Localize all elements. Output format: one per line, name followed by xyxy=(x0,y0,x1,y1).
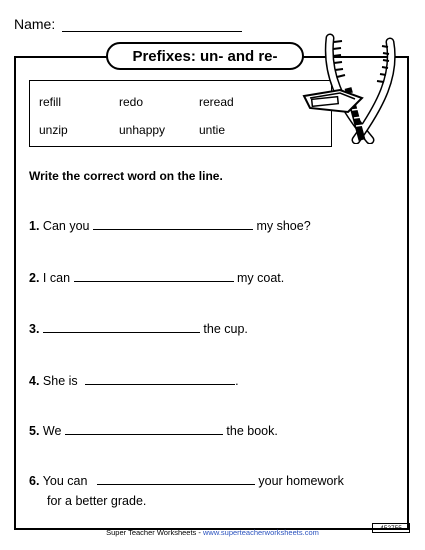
answer-blank[interactable] xyxy=(93,228,253,230)
answer-blank[interactable] xyxy=(43,331,200,333)
question-text: my shoe? xyxy=(256,219,311,233)
question-number: 2. xyxy=(29,271,40,285)
question-text: I can xyxy=(42,271,71,285)
word-bank-item: untie xyxy=(199,123,226,137)
word-bank-item: reread xyxy=(199,95,234,109)
question-text: the cup. xyxy=(203,322,248,336)
question-3 xyxy=(29,322,248,336)
footer-brand: Super Teacher Worksheets xyxy=(106,528,197,537)
footer-separator: - xyxy=(198,528,201,537)
word-bank-item: refill xyxy=(39,95,62,109)
footer xyxy=(0,528,425,537)
question-text: Can you xyxy=(42,219,90,233)
question-number: 5. xyxy=(29,424,40,438)
question-1 xyxy=(29,219,311,233)
question-text: your homework xyxy=(258,474,344,488)
zipper-icon xyxy=(300,32,408,144)
word-bank-item: unhappy xyxy=(119,123,166,137)
question-number: 3. xyxy=(29,322,40,336)
question-text: You can xyxy=(42,474,88,488)
name-label: Name: xyxy=(14,16,56,32)
word-bank xyxy=(29,80,332,147)
question-4 xyxy=(29,374,239,388)
question-number: 6. xyxy=(29,474,40,488)
question-text: We xyxy=(42,424,62,438)
word-bank-item: redo xyxy=(119,95,144,109)
question-number: 1. xyxy=(29,219,40,233)
question-6 xyxy=(29,474,344,488)
question-text: my coat. xyxy=(237,271,285,285)
answer-blank[interactable] xyxy=(85,383,235,385)
answer-blank[interactable] xyxy=(74,280,234,282)
question-5 xyxy=(29,424,278,438)
worksheet-code: 452755 xyxy=(372,523,410,533)
name-input-line[interactable] xyxy=(62,31,242,32)
question-text: She is xyxy=(42,374,78,388)
question-2 xyxy=(29,271,284,285)
question-text: the book. xyxy=(226,424,278,438)
answer-blank[interactable] xyxy=(97,483,255,485)
footer-url[interactable]: www.superteacherworksheets.com xyxy=(202,528,319,537)
word-bank-item: unzip xyxy=(39,123,68,137)
worksheet-title: Prefixes: un- and re- xyxy=(106,42,304,70)
instructions: Write the correct word on the line. xyxy=(29,169,223,183)
question-6-continued: for a better grade. xyxy=(47,494,147,508)
question-text: . xyxy=(235,374,239,388)
answer-blank[interactable] xyxy=(65,433,223,435)
question-number: 4. xyxy=(29,374,40,388)
